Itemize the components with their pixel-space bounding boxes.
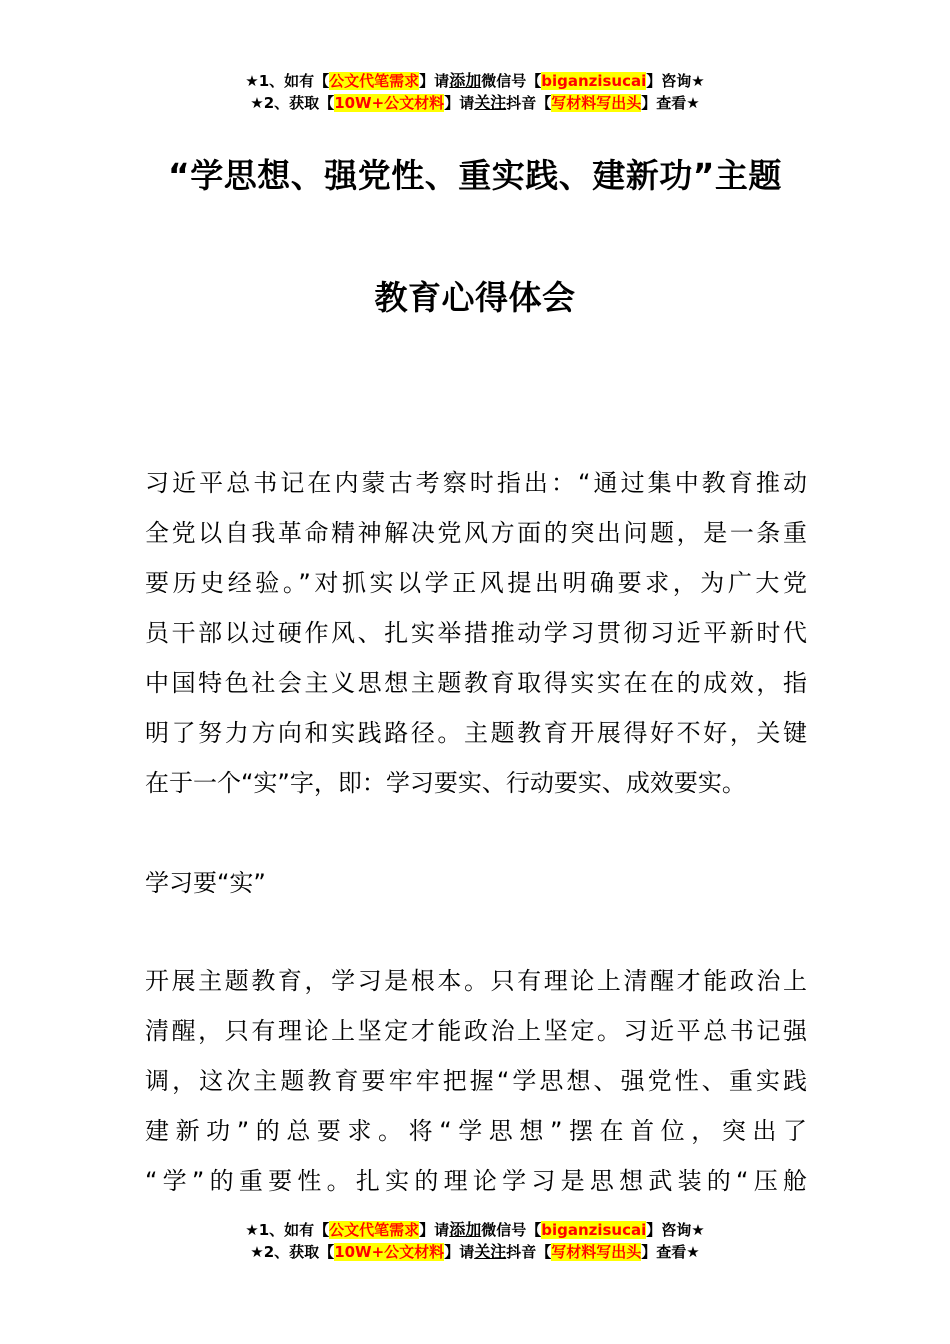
promo-text: 】请 xyxy=(444,94,475,112)
paragraph-line: “学”的重要性。扎实的理论学习是思想武装的“压舱 xyxy=(145,1167,807,1195)
promo-text: 】请 xyxy=(419,1221,450,1239)
paragraph-line: 建新功”的总要求。将“学思想”摆在首位，突出了 xyxy=(145,1117,807,1145)
highlight-wechat-id: biganzisucai xyxy=(541,72,647,90)
promo-banner-bottom xyxy=(0,1219,950,1263)
promo-text: 】查看★ xyxy=(641,1243,700,1261)
highlight-wechat-id: biganzisucai xyxy=(541,1221,647,1239)
promo-line-1 xyxy=(0,1219,950,1241)
promo-text: 】查看★ xyxy=(641,94,700,112)
emphasis-follow: 关注 xyxy=(474,93,507,112)
emphasis-add: 添加 xyxy=(449,1220,482,1239)
highlight-service: 公文代笔需求 xyxy=(329,72,420,90)
promo-text: 微信号【 xyxy=(481,1221,542,1239)
body-paragraph-1 xyxy=(145,458,807,808)
promo-text: 】请 xyxy=(419,72,450,90)
promo-text: ★1、如有【 xyxy=(245,1221,330,1239)
promo-line-2 xyxy=(0,92,950,114)
paragraph-line: 清醒，只有理论上坚定才能政治上坚定。习近平总书记强 xyxy=(145,1017,807,1045)
paragraph-line: 要历史经验。”对抓实以学正风提出明确要求，为广大党 xyxy=(145,569,807,597)
paragraph-line: 调，这次主题教育要牢牢把握“学思想、强党性、重实践 xyxy=(145,1067,807,1095)
section-heading: 学习要“实” xyxy=(145,869,266,897)
document-title-line-2: 教育心得体会 xyxy=(374,278,576,317)
promo-banner-top xyxy=(0,70,950,114)
document-title-line-1: “学思想、强党性、重实践、建新功”主题 xyxy=(168,156,782,195)
highlight-materials: 10W+公文材料 xyxy=(334,1243,445,1261)
paragraph-line: 中国特色社会主义思想主题教育取得实实在在的成效，指 xyxy=(145,669,807,697)
promo-text: ★1、如有【 xyxy=(245,72,330,90)
highlight-service: 公文代笔需求 xyxy=(329,1221,420,1239)
promo-text: ★2、获取【 xyxy=(250,94,335,112)
promo-text: 】咨询★ xyxy=(646,72,705,90)
promo-line-1 xyxy=(0,70,950,92)
emphasis-follow: 关注 xyxy=(474,1242,507,1261)
promo-line-2 xyxy=(0,1241,950,1263)
paragraph-line: 员干部以过硬作风、扎实举措推动学习贯彻习近平新时代 xyxy=(145,619,807,647)
promo-text: 抖音【 xyxy=(506,94,552,112)
highlight-douyin-account: 写材料写出头 xyxy=(551,1243,642,1261)
paragraph-line: 明了努力方向和实践路径。主题教育开展得好不好，关键 xyxy=(145,719,807,747)
promo-text: 】请 xyxy=(444,1243,475,1261)
promo-text: 微信号【 xyxy=(481,72,542,90)
promo-text: 抖音【 xyxy=(506,1243,552,1261)
promo-text: ★2、获取【 xyxy=(250,1243,335,1261)
highlight-materials: 10W+公文材料 xyxy=(334,94,445,112)
paragraph-line: 全党以自我革命精神解决党风方面的突出问题，是一条重 xyxy=(145,519,807,547)
promo-text: 】咨询★ xyxy=(646,1221,705,1239)
body-paragraph-2 xyxy=(145,956,807,1206)
paragraph-line: 习近平总书记在内蒙古考察时指出：“通过集中教育推动 xyxy=(145,469,807,497)
emphasis-add: 添加 xyxy=(449,71,482,90)
paragraph-line: 开展主题教育，学习是根本。只有理论上清醒才能政治上 xyxy=(145,967,807,995)
paragraph-line: 在于一个“实”字，即：学习要实、行动要实、成效要实。 xyxy=(145,769,746,797)
highlight-douyin-account: 写材料写出头 xyxy=(551,94,642,112)
